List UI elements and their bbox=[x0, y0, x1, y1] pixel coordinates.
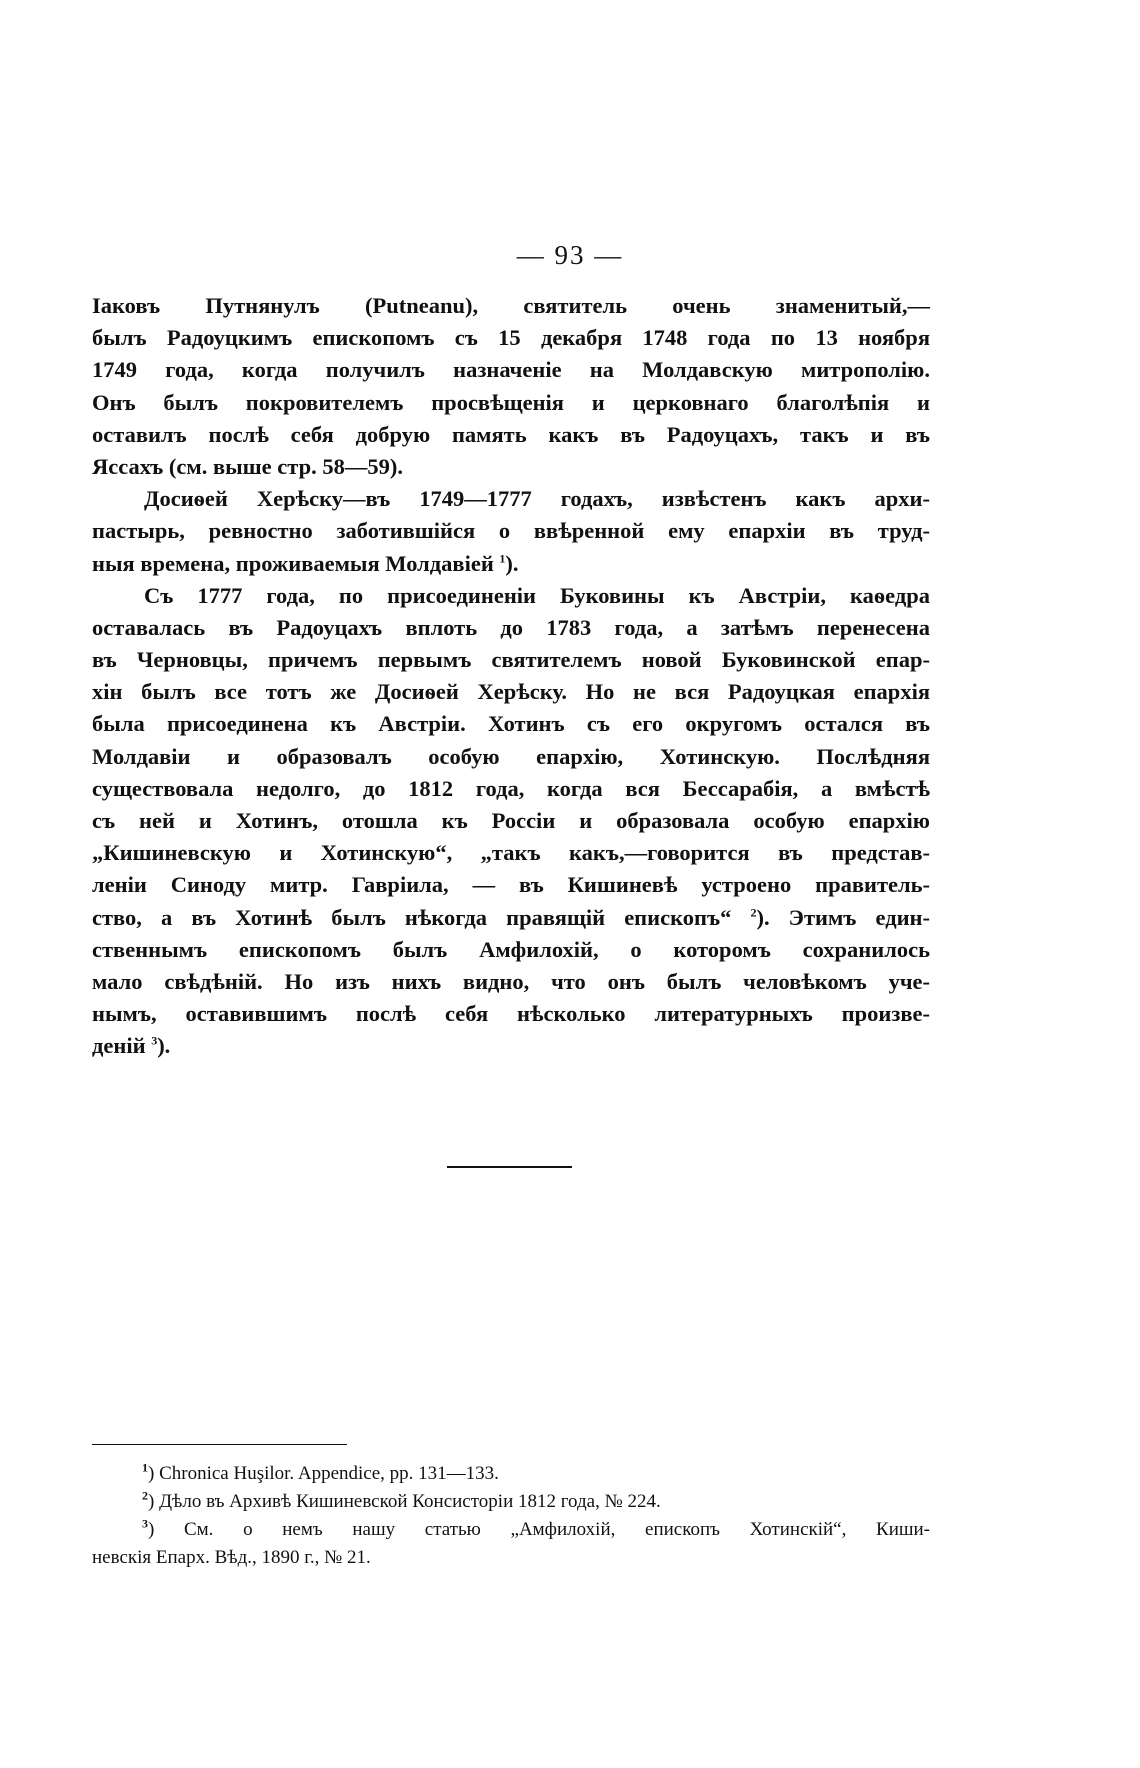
footnote-ref: 2 bbox=[750, 905, 757, 920]
footnote-text: невскія Епарх. Вѣд., 1890 г., № 21. bbox=[92, 1547, 371, 1568]
footnote bbox=[92, 1488, 930, 1516]
text-line: была присоединена къ Австріи. Хотинъ съ его округомъ остался въ bbox=[92, 711, 930, 737]
text-line: Онъ былъ покровителемъ просвѣщенія и церковнаго благолѣпія и bbox=[92, 389, 930, 415]
footnote-marker: 2 bbox=[142, 1488, 148, 1503]
text-span: деній bbox=[92, 1033, 146, 1059]
text-line bbox=[92, 1030, 930, 1062]
footnote bbox=[92, 1516, 930, 1544]
footnote-marker: 1 bbox=[142, 1460, 148, 1475]
text-span: ныя времена, проживаемыя Молдавіей bbox=[92, 550, 494, 576]
text-line: Молдавіи и образовалъ особую епархію, Хотинскую. Послѣдняя bbox=[92, 743, 930, 769]
page-number: — 93 — bbox=[516, 240, 624, 270]
footnotes bbox=[92, 1460, 930, 1572]
text-line: оставалась въ Радоуцахъ вплоть до 1783 года, а затѣмъ перенесена bbox=[92, 614, 930, 640]
text-line: мало свѣдѣній. Но изъ нихъ видно, что онъ былъ человѣкомъ уче- bbox=[92, 968, 930, 994]
text-line: леніи Синоду митр. Гавріила, — въ Кишиневѣ устроено правитель- bbox=[92, 872, 930, 898]
footnote-continuation bbox=[92, 1544, 930, 1572]
text-line: съ ней и Хотинъ, отошла къ Россіи и образовала особую епархію bbox=[92, 808, 930, 833]
text-line: оставилъ послѣ себя добрую память какъ въ Радоуцахъ, такъ и въ bbox=[92, 421, 930, 447]
text-line: ственнымъ епископомъ былъ Амфилохій, о которомъ сохранилось bbox=[92, 936, 930, 962]
text-line: нымъ, оставившимъ послѣ себя нѣсколько литературныхъ произве- bbox=[92, 1001, 930, 1027]
footnote-ref: 3 bbox=[151, 1033, 158, 1048]
text-line: существовала недолго, до 1812 года, когда вся Бессарабія, а вмѣстѣ bbox=[92, 775, 930, 801]
text-line: Съ 1777 года, по присоединеніи Буковины къ Австріи, каѳедра bbox=[144, 582, 930, 608]
text-line: хін былъ все тотъ же Досиѳей Херѣску. Но не вся Радоуцкая епархія bbox=[92, 679, 930, 705]
section-divider bbox=[447, 1166, 572, 1168]
text-span: ). Этимъ един- bbox=[756, 904, 930, 930]
text-line bbox=[92, 902, 930, 934]
text-span: ). bbox=[157, 1033, 171, 1059]
text-line: „Кишиневскую и Хотинскую“, „такъ какъ,—говорится въ представ- bbox=[92, 840, 930, 866]
text-span: ). bbox=[505, 550, 519, 576]
footnote-rule bbox=[92, 1444, 347, 1445]
footnote-marker: 3 bbox=[142, 1516, 148, 1531]
text-line: въ Черновцы, причемъ первымъ святителемъ новой Буковинской епар- bbox=[92, 647, 930, 673]
text-span: ство, а въ Хотинѣ былъ нѣкогда правящій епископъ“ bbox=[92, 904, 732, 930]
text-line: Іаковъ Путнянулъ (Putneanu), святитель очень знаменитый,— bbox=[92, 293, 930, 318]
footnote-text: ) См. о немъ нашу статью „Амфилохій, епископъ Хотинскій“, Киши- bbox=[148, 1519, 930, 1540]
body-text bbox=[92, 290, 930, 1063]
footnote bbox=[92, 1460, 930, 1488]
footnote-text: ) Chronica Huşilor. Appendice, pp. 131—133. bbox=[148, 1463, 499, 1484]
text-line: Яссахъ (см. выше стр. 58—59). bbox=[92, 453, 403, 479]
text-line bbox=[92, 548, 930, 580]
text-line: Досиѳей Херѣску—въ 1749—1777 годахъ, извѣстенъ какъ архи- bbox=[144, 486, 930, 512]
text-line: пастырь, ревностно заботившійся о ввѣренной ему епархіи въ труд- bbox=[92, 518, 930, 544]
text-line: былъ Радоуцкимъ епископомъ съ 15 декабря 1748 года по 13 ноября bbox=[92, 325, 930, 351]
footnote-ref: 1 bbox=[499, 551, 506, 565]
text-line: 1749 года, когда получилъ назначеніе на Молдавскую митрополію. bbox=[92, 357, 930, 383]
footnote-text: ) Дѣло въ Архивѣ Кишиневской Консисторіи 1812 года, № 224. bbox=[148, 1491, 661, 1512]
